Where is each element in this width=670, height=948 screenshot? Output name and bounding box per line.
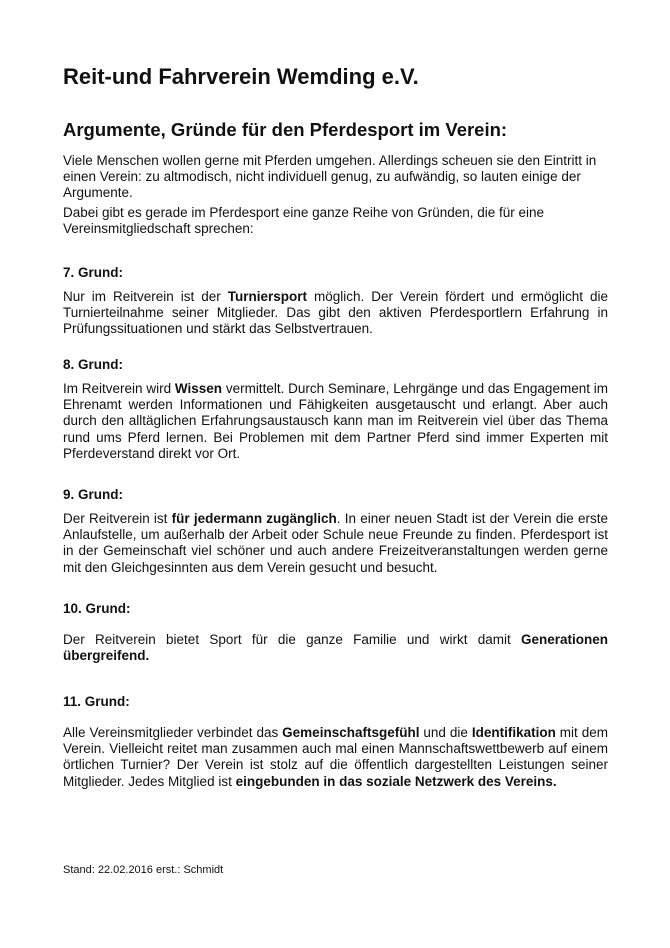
section-heading: 9. Grund:	[63, 487, 123, 502]
emphasized-text: eingebunden in das soziale Netzwerk des Vereins.	[235, 773, 557, 789]
section-body	[63, 511, 608, 576]
section-grund-9	[63, 487, 608, 576]
emphasized-text: für jedermann zugänglich	[171, 511, 337, 526]
document-footer: Stand: 22.02.2016 erst.: Schmidt	[63, 864, 224, 876]
body-text: Alle Vereinsmitglieder verbindet das	[63, 725, 283, 740]
section-heading: 7. Grund:	[63, 265, 123, 280]
document-title: Reit-und Fahrverein Wemding e.V.	[63, 64, 419, 89]
section-heading: 10. Grund:	[63, 601, 131, 616]
intro-paragraph-2: Dabei gibt es gerade im Pferdesport eine ganze Reihe von Gründen, die für eine Vereinsmitgliedschaft sprechen:	[63, 205, 545, 237]
body-text: möglich. Der Verein fördert und ermöglicht die Turnierteilnahme seiner Mitglieder. Das gibt den aktiven Pferdesportlern Erfahrung in Prüfungssituationen und stärkt das Selbstvertrauen.	[63, 289, 609, 337]
section-heading: 11. Grund:	[63, 694, 130, 709]
body-text: Der Reitverein bietet Sport für die ganze Familie und wirkt damit	[63, 632, 521, 647]
emphasized-text: Turniersport	[227, 289, 307, 304]
section-body	[63, 289, 608, 338]
section-heading: 8. Grund:	[63, 357, 123, 372]
emphasized-text: Wissen	[174, 381, 223, 396]
body-text: mit dem Verein. Vielleicht reitet man zusammen auch mal einen Mannschaftswettbewerb auf einem örtlichen Turnier? Der Verein ist stolz auf die öffentlich dargestellten Leistungen seiner Mitglieder. Jedes Mitglied ist	[63, 725, 608, 789]
emphasized-text: Gemeinschaftsgefühl	[282, 725, 420, 740]
section-grund-7	[63, 265, 608, 338]
section-body	[63, 725, 608, 790]
emphasized-text: Identifikation	[471, 725, 556, 740]
section-body	[63, 632, 608, 664]
body-text: Der Reitverein ist	[63, 511, 172, 526]
section-grund-8	[63, 357, 608, 462]
document-subtitle: Argumente, Gründe für den Pferdesport im Verein:	[63, 119, 508, 140]
section-grund-11	[63, 694, 608, 790]
section-grund-10	[63, 601, 608, 664]
emphasized-text: Generationen übergreifend.	[63, 632, 608, 664]
body-text: Nur im Reitverein ist der	[63, 289, 228, 304]
body-text: Im Reitverein wird	[63, 381, 175, 396]
section-body	[63, 381, 608, 462]
intro-paragraph-1: Viele Menschen wollen gerne mit Pferden umgehen. Allerdings scheuen sie den Eintritt in einen Verein: zu altmodisch, nicht individuell genug, zu aufwändig, so lauten einige der Argumente.	[63, 153, 597, 201]
body-text: . In einer neuen Stadt ist der Verein die erste Anlaufstelle, um außerhalb der Arbeit oder Schule neue Freunde zu finden. Pferdesport ist in der Gemeinschaft viel schöner und auch andere Freizeitveranstaltungen werden gerne mit den Gleichgesinnten aus dem Verein gesucht und besucht.	[63, 511, 608, 575]
body-text: vermittelt. Durch Seminare, Lehrgänge und das Engagement im Ehrenamt werden Informationen und Fähigkeiten ausgetauscht und erlangt. Aber auch durch den alltäglichen Erfahrungsaustausch kann man im Reitverein viel über das Thema rund ums Pferd lernen. Bei Problemen mit dem Partner Pferd sind immer Experten mit Pferdeverstand direkt vor Ort.	[63, 381, 608, 461]
body-text: und die	[419, 725, 472, 740]
